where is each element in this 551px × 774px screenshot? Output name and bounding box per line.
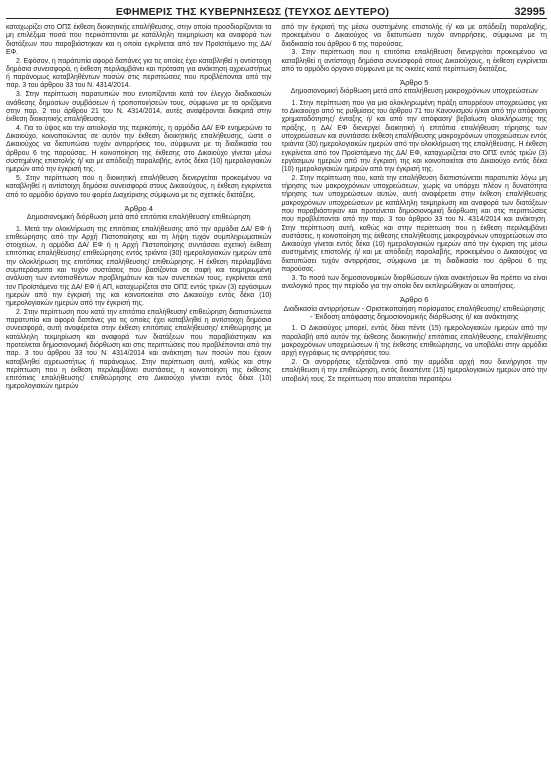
paragraph: 5. Στην περίπτωση που η διοικητική επαλήθευση διενεργείται προκειμένου να καταβληθεί η αντίστοιχη δημόσια συνεισφορά στους Δικαιούχους, η έκθεση εγκρίνεται από το αρμόδιο όργανο του φορέα Διαχείρισης σύμφωνα με τις σχετικές διατάξεις. (6, 175, 272, 199)
paragraph: 3. Στην περίπτωση παρατυπιών που εντοπίζονται κατά τον έλεγχο διαδικασιών ανάθεσης δημοσίων συμβάσεων ή τροποποιήσεών τους, σύμφωνα με τα οριζόμενα στην παρ. 2 του άρθρου 21 του Ν. 4314/2014, αυτές αναφέρονται διακριτά στην έκθεση διοικητικής επαλήθευσης. (6, 91, 272, 124)
paragraph: 2. Εφόσον, η παράτυπία αφορά δαπάνες για τις οποίες έχει καταβληθεί η αντίστοιχη δημόσια συνεισφορά, η έκθεση περιλαμβάνει και πρόταση για ανάκτηση αχρεωστήτως ή παράνομως καταβληθέντων ποσών στις περιπτώσεις που προβλέπονται από την παρ. 3 του άρθρου 33 του Ν. 4314/2014. (6, 57, 272, 90)
paragraph: από την έγκρισή της μέσω συστημένης επιστολής ή/ και με απόδειξη παραλαβής, προκειμένου ο Δικαιούχος να διατυπώσει τυχόν αντιρρήσεις, σύμφωνα με τη διαδικασία του άρθρου 6 της παρούσας. (281, 24, 547, 48)
paragraph: καταχωρίζει στο ΟΠΣ έκθεση διοικητικής επαλήθευσης, στην οποία προσδιορίζονται τα μη επιλέξιμα ποσά που περικόπτονται με κατάλληλη τεκμηρίωση και αναφορά των διατάξεων που παραβιάστηκαν και η οποία εγκρίνεται από τον Προϊστάμενο της ΔΑ/ ΕΦ. (6, 24, 272, 56)
left-column (6, 24, 272, 392)
right-column (282, 24, 548, 392)
paragraph: 3. Στην περίπτωση που η επιτόπια επαλήθευση διενεργείται προκειμένου να καταβληθεί η αντίστοιχη δημόσια συνεισφορά στους Δικαιούχους, η έκθεση εγκρίνεται από το αρμόδιο όργανο σύμφωνα με τις οικείες κατά περίπτωση διατάξεις. (281, 49, 547, 73)
article-number: Άρθρο 5 (400, 78, 429, 88)
article-title: Δημοσιονομική διόρθωση μετά από επαλήθευση μακροχρόνιων υποχρεώσεων (290, 87, 538, 96)
paragraph: 1. Ο Δικαιούχος μπορεί, εντός δέκα πέντε (15) ημερολογιακών ημερών από την παραλαβή από αυτόν της έκθεσης διοικητικής/ επιτόπιας επαλήθευσης, επαλήθευσης μακροχρόνιων υποχρεώσεων ή της έκθεσης επιθεώρησης, να υποβάλει στην αρμόδια αρχή εγγράφως τις αντιρρήσεις του. (281, 325, 547, 358)
paragraph: 1. Μετά την ολοκλήρωση της επιτόπιας επαλήθευσης από την αρμόδια ΔΑ/ ΕΦ ή επιθεώρησης από την Αρχή Πιστοποίησης και τη λήψη τυχόν συμπληρωματικών στοιχείων, η αρμόδια ΔΑ/ ΕΦ ή η Αρχή Πιστοποίησης συντάσσει σχετική έκθεση επιτόπιας επαλήθευσης/ επιθεώρησης εντός τριάντα (30) ημερολογιακών ημερών από την ολοκλήρωση της επιτόπιας επαλήθευσης/ επιθεώρησης. Η έκθεση περιλαμβάνει συμπεράσματα και τυχόν συστάσεις που βασίζονται σε σαφή και τεκμηριωμένη ανάλυση των εντοπισθέντων προβλημάτων και των συνεπειών τους, εγκρίνεται από τον Προϊστάμενο της ΔΑ/ ΕΦ ή ΑΠ, καταχωρίζεται στο ΟΠΣ εντός τριών (3) εργάσιμων ημερών από την έγκρισή της και κοινοποιείται στο Δικαιούχο εντός δέκα (10) ημερολογιακών ημερών από την έγκρισή της. (6, 225, 272, 308)
page-number: 32995 (514, 6, 545, 18)
gazette-title: ΕΦΗΜΕΡΙΣ ΤΗΣ ΚΥΒΕΡΝΗΣΕΩΣ (ΤΕΥΧΟΣ ΔΕΥΤΕΡΟ) (115, 6, 390, 18)
article-number: Άρθρο 4 (124, 203, 153, 213)
paragraph: 4. Για το ύψος και την αιτιολογία της περικοπής, η αρμόδια ΔΑ/ ΕΦ ενημερώνει το Δικαιούχο, κοινοποιώντας σε αυτόν την έκθεση διοικητικής επαλήθευσης, ώστε ο Δικαιούχος να διατυπώσει τυχόν αντιρρήσεις του, σύμφωνα με τη διαδικασία του άρθρου 6 της παρούσας. Η κοινοποίηση της έκθεσης στο Δικαιούχο γίνεται μέσω συστημένης επιστολής ή/ και με απόδειξη παραλαβής, εντός δέκα (10) ημερολογιακών ημερών από την έγκρισή της. (6, 124, 272, 174)
article-title: Διαδικασία αντιρρήσεων - Οριστικοποίηση πορίσματος επαλήθευσης/ επιθεώρησης - Έκδοση απόφασης δημοσιονομικής διόρθωσης ή/ και ανάκτησης (283, 304, 545, 322)
page-header (6, 0, 547, 19)
article-heading (282, 79, 548, 96)
article-heading (6, 205, 272, 222)
article-number: Άρθρο 6 (400, 295, 429, 305)
paragraph: 2. Στην περίπτωση που, κατά την επαλήθευση διαπιστώνεται παρατυπία λόγω μη τήρησης των μακροχρόνιων υποχρεώσεων, χωρίς να υπάρχει πλέον η δυνατότητα τήρησης των υποχρεώσεων αυτών, αυτή αναφέρεται στην έκθεση επαλήθευσης μακροχρόνιων υποχρεώσεων με κατάλληλη τεκμηρίωση και αναφορά των διατάξεων που παραβιάστηκαν και προτείνεται δημοσιονομική διόρθωση και στις περιπτώσεις που προβλέπονται από την παρ. 3 του άρθρου 33 του Ν. 4314/2014 και ανάκτηση. Στην περίπτωση αυτή, καθώς και στην περίπτωση που η έκθεση περιλαμβάνει συστάσεις, η κοινοποίηση της έκθεσης επαλήθευσης μακροχρόνιων υποχρεώσεων στο Δικαιούχο γίνεται εντός δέκα (10) ημερολογιακών ημερών από την έγκριση της μέσω συστημένης επιστολής ή/ και με απόδειξη παραλαβής, προκειμένου ο Δικαιούχος να διατυπώσει τυχόν αντιρρήσεις, σύμφωνα με τη διαδικασία του άρθρου 6 της παρούσας. (281, 174, 547, 273)
paragraph: 2. Στην περίπτωση που κατά την επιτόπια επαλήθευση/ επιθεώρηση διαπιστώνεται παρατυπία και αφορά δαπάνες για τις οποίες έχει καταβληθεί η αντίστοιχη δημόσια συνεισφορά, αυτή αναφέρεται στην έκθεση επιτόπιας επαλήθευσης/ επιθεώρησης με κατάλληλη τεκμηρίωση και αναφορά των διατάξεων που παραβιάστηκαν και προτείνεται δημοσιονομική διόρθωση και στις περιπτώσεις που προβλέπονται από την παρ. 3 του άρθρου 33 του Ν. 4314/2014 και ανάκτηση των ποσών που έχουν καταβληθεί αχρεωστήτως ή παράνομως. Στην περίπτωση αυτή, καθώς και στην περίπτωση που η έκθεση περιλαμβάνει συστάσεις, η κοινοποίηση της έκθεσης επιτόπιας επαλήθευσης/ επιθεώρησης στο Δικαιούχο γίνεται εντός δέκα (10) ημερολογιακών ημερών (6, 308, 272, 391)
paragraph: 1. Στην περίπτωση που για μια ολοκληρωμένη πράξη απορρέουν υποχρεώσεις για το Δικαιούχο από τις ρυθμίσεις του άρθρου 71 του Κανονισμού ή/και από την απόφαση χρηματοδότησης/ ένταξης ή/ και από την απόφαση/ βεβαίωση ολοκλήρωσης της πράξης, η ΔΑ/ ΕΦ διενεργεί διοικητική ή επιτόπια επαλήθευση τήρησης των υποχρεώσεων και συντάσσει έκθεση επαλήθευσης μακροχρόνιων υποχρεώσεων εντός τριάντα (30) ημερολογιακών ημερών από την ολοκλήρωση της επαλήθευσης. Η έκθεση εγκρίνεται από τον Προϊστάμενο της ΔΑ/ ΕΦ, καταχωρίζεται στο ΟΠΣ εντός τριών (3) εργάσιμων ημερών από την έγκρισή της και κοινοποιείται στο Δικαιούχο εντός δέκα (10) ημερολογιακών ημερών από την έγκρισή της. (281, 99, 547, 174)
article-heading (282, 296, 548, 321)
paragraph: 2. Οι αντιρρήσεις εξετάζονται από την αρμόδια αρχή που διενήργησε την επαλήθευση ή την επιθεώρηση, εντός δεκαπέντε (15) ημερολογιακών ημερών από την υποβολή τους. Σε περίπτωση που απαιτείται περαιτέρω (281, 359, 547, 383)
paragraph: 3. Το ποσό των δημοσιονομικών διορθώσεων ή/και ανακτήσεων θα πρέπει να είναι αναλογικό προς την περίοδο για την οποία δεν εκπληρώθηκαν οι απαιτήσεις. (281, 274, 547, 291)
article-title: Δημοσιονομική διόρθωση μετά από επιτόπια επαλήθευση/ επιθεώρηση (26, 213, 251, 222)
text-columns (6, 24, 547, 392)
